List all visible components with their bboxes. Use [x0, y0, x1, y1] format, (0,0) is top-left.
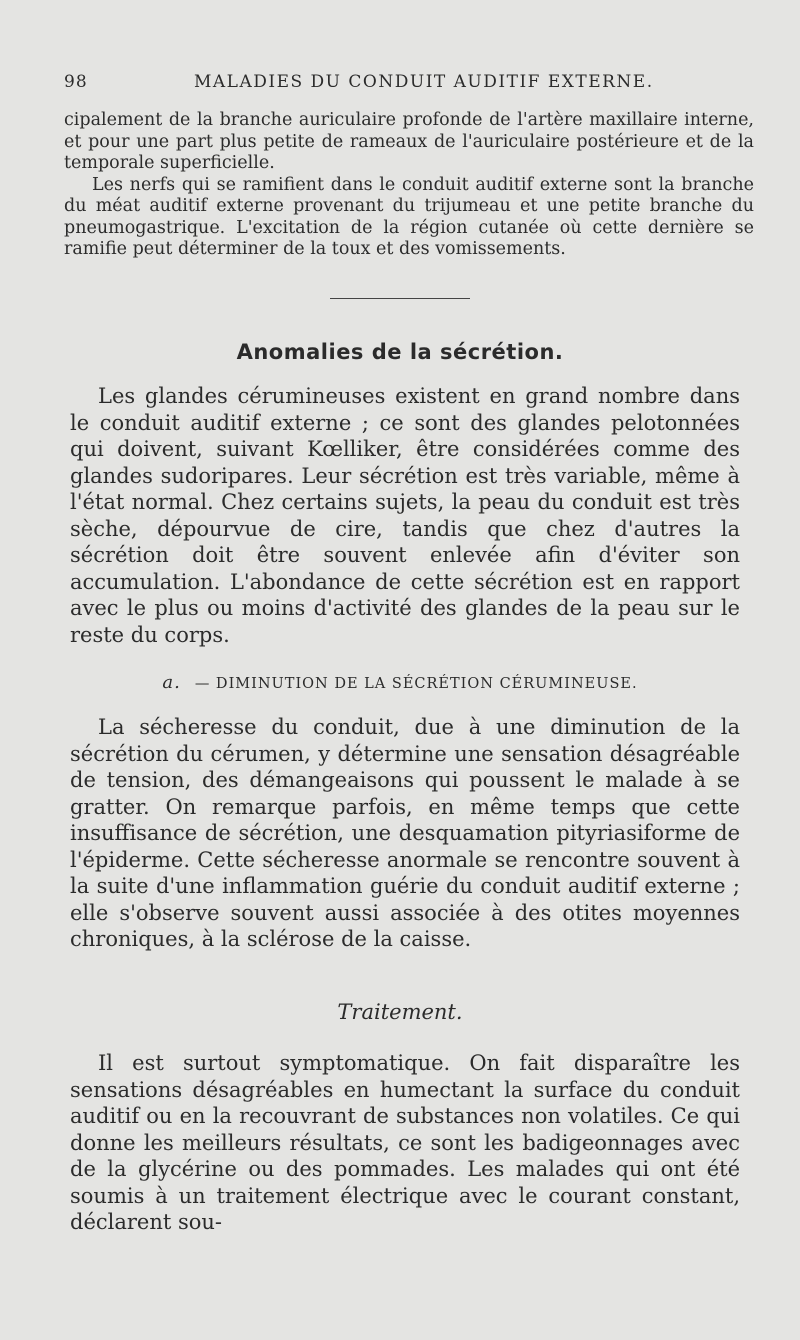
- page-number: 98: [64, 72, 88, 92]
- section-divider: [330, 298, 470, 299]
- section-text-block: [70, 383, 740, 648]
- intro-paragraph-1: cipalement de la branche auriculaire profonde de l'artère maxillaire interne, et pour une part plus petite de rameaux de l'auriculaire postérieure et de la temporale superficielle.: [64, 110, 754, 173]
- subheading: [0, 672, 800, 693]
- subheading-text: — DIMINUTION DE LA SÉCRÉTION CÉRUMINEUSE.: [194, 676, 638, 692]
- diminution-text-block: [70, 714, 740, 953]
- intro-paragraph-2: Les nerfs qui se ramifient dans le conduit auditif externe sont la branche du méat auditif externe provenant du trijumeau et une petite branche du pneumogastrique. L'excitation de la région cutanée où cette dernière se ramifie peut déterminer de la toux et des vomissements.: [64, 174, 754, 259]
- running-title: MALADIES DU CONDUIT AUDITIF EXTERNE.: [194, 72, 654, 92]
- page-header: [64, 72, 744, 96]
- treatment-paragraph: Il est surtout symptomatique. On fait disparaître les sensations désagréables en humectant la surface du conduit auditif ou en la recouvrant de substances non volatiles. Ce qui donne les meilleurs résultats, ce sont les badigeonnages avec de la glycérine ou des pommades. Les malades qui ont été soumis à un traitement électrique avec le courant constant, déclarent sou-: [70, 1051, 740, 1234]
- treatment-text-block: [70, 1050, 740, 1236]
- section-paragraph: Les glandes cérumineuses existent en grand nombre dans le conduit auditif externe ; ce sont des glandes pelotonnées qui doivent, suivant Kœlliker, être considérées comme des glandes sudoripares. Leur sécrétion est très variable, même à l'état normal. Chez certains sujets, la peau du conduit est très sèche, dépourvue de cire, tandis que chez d'autres la sécrétion doit être souvent enlevée afin d'éviter son accumulation. L'abondance de cette sécrétion est en rapport avec le plus ou moins d'activité des glandes de la peau sur le reste du corps.: [70, 384, 740, 647]
- diminution-paragraph: La sécheresse du conduit, due à une diminution de la sécrétion du cérumen, y détermine une sensation désagréable de tension, des démangeaisons qui poussent le malade à se gratter. On remarque parfois, en même temps que cette insuffisance de sécrétion, une desquamation pityriasiforme de l'épiderme. Cette sécheresse anormale se rencontre souvent à la suite d'une inflammation guérie du conduit auditif externe ; elle s'observe souvent aussi associée à des otites moyennes chroniques, à la sclérose de la caisse.: [70, 715, 740, 951]
- intro-text-block: [64, 110, 754, 261]
- subheading-letter: a.: [162, 672, 181, 693]
- section-title: Anomalies de la sécrétion.: [236, 340, 564, 364]
- treatment-title: Traitement.: [337, 1000, 463, 1024]
